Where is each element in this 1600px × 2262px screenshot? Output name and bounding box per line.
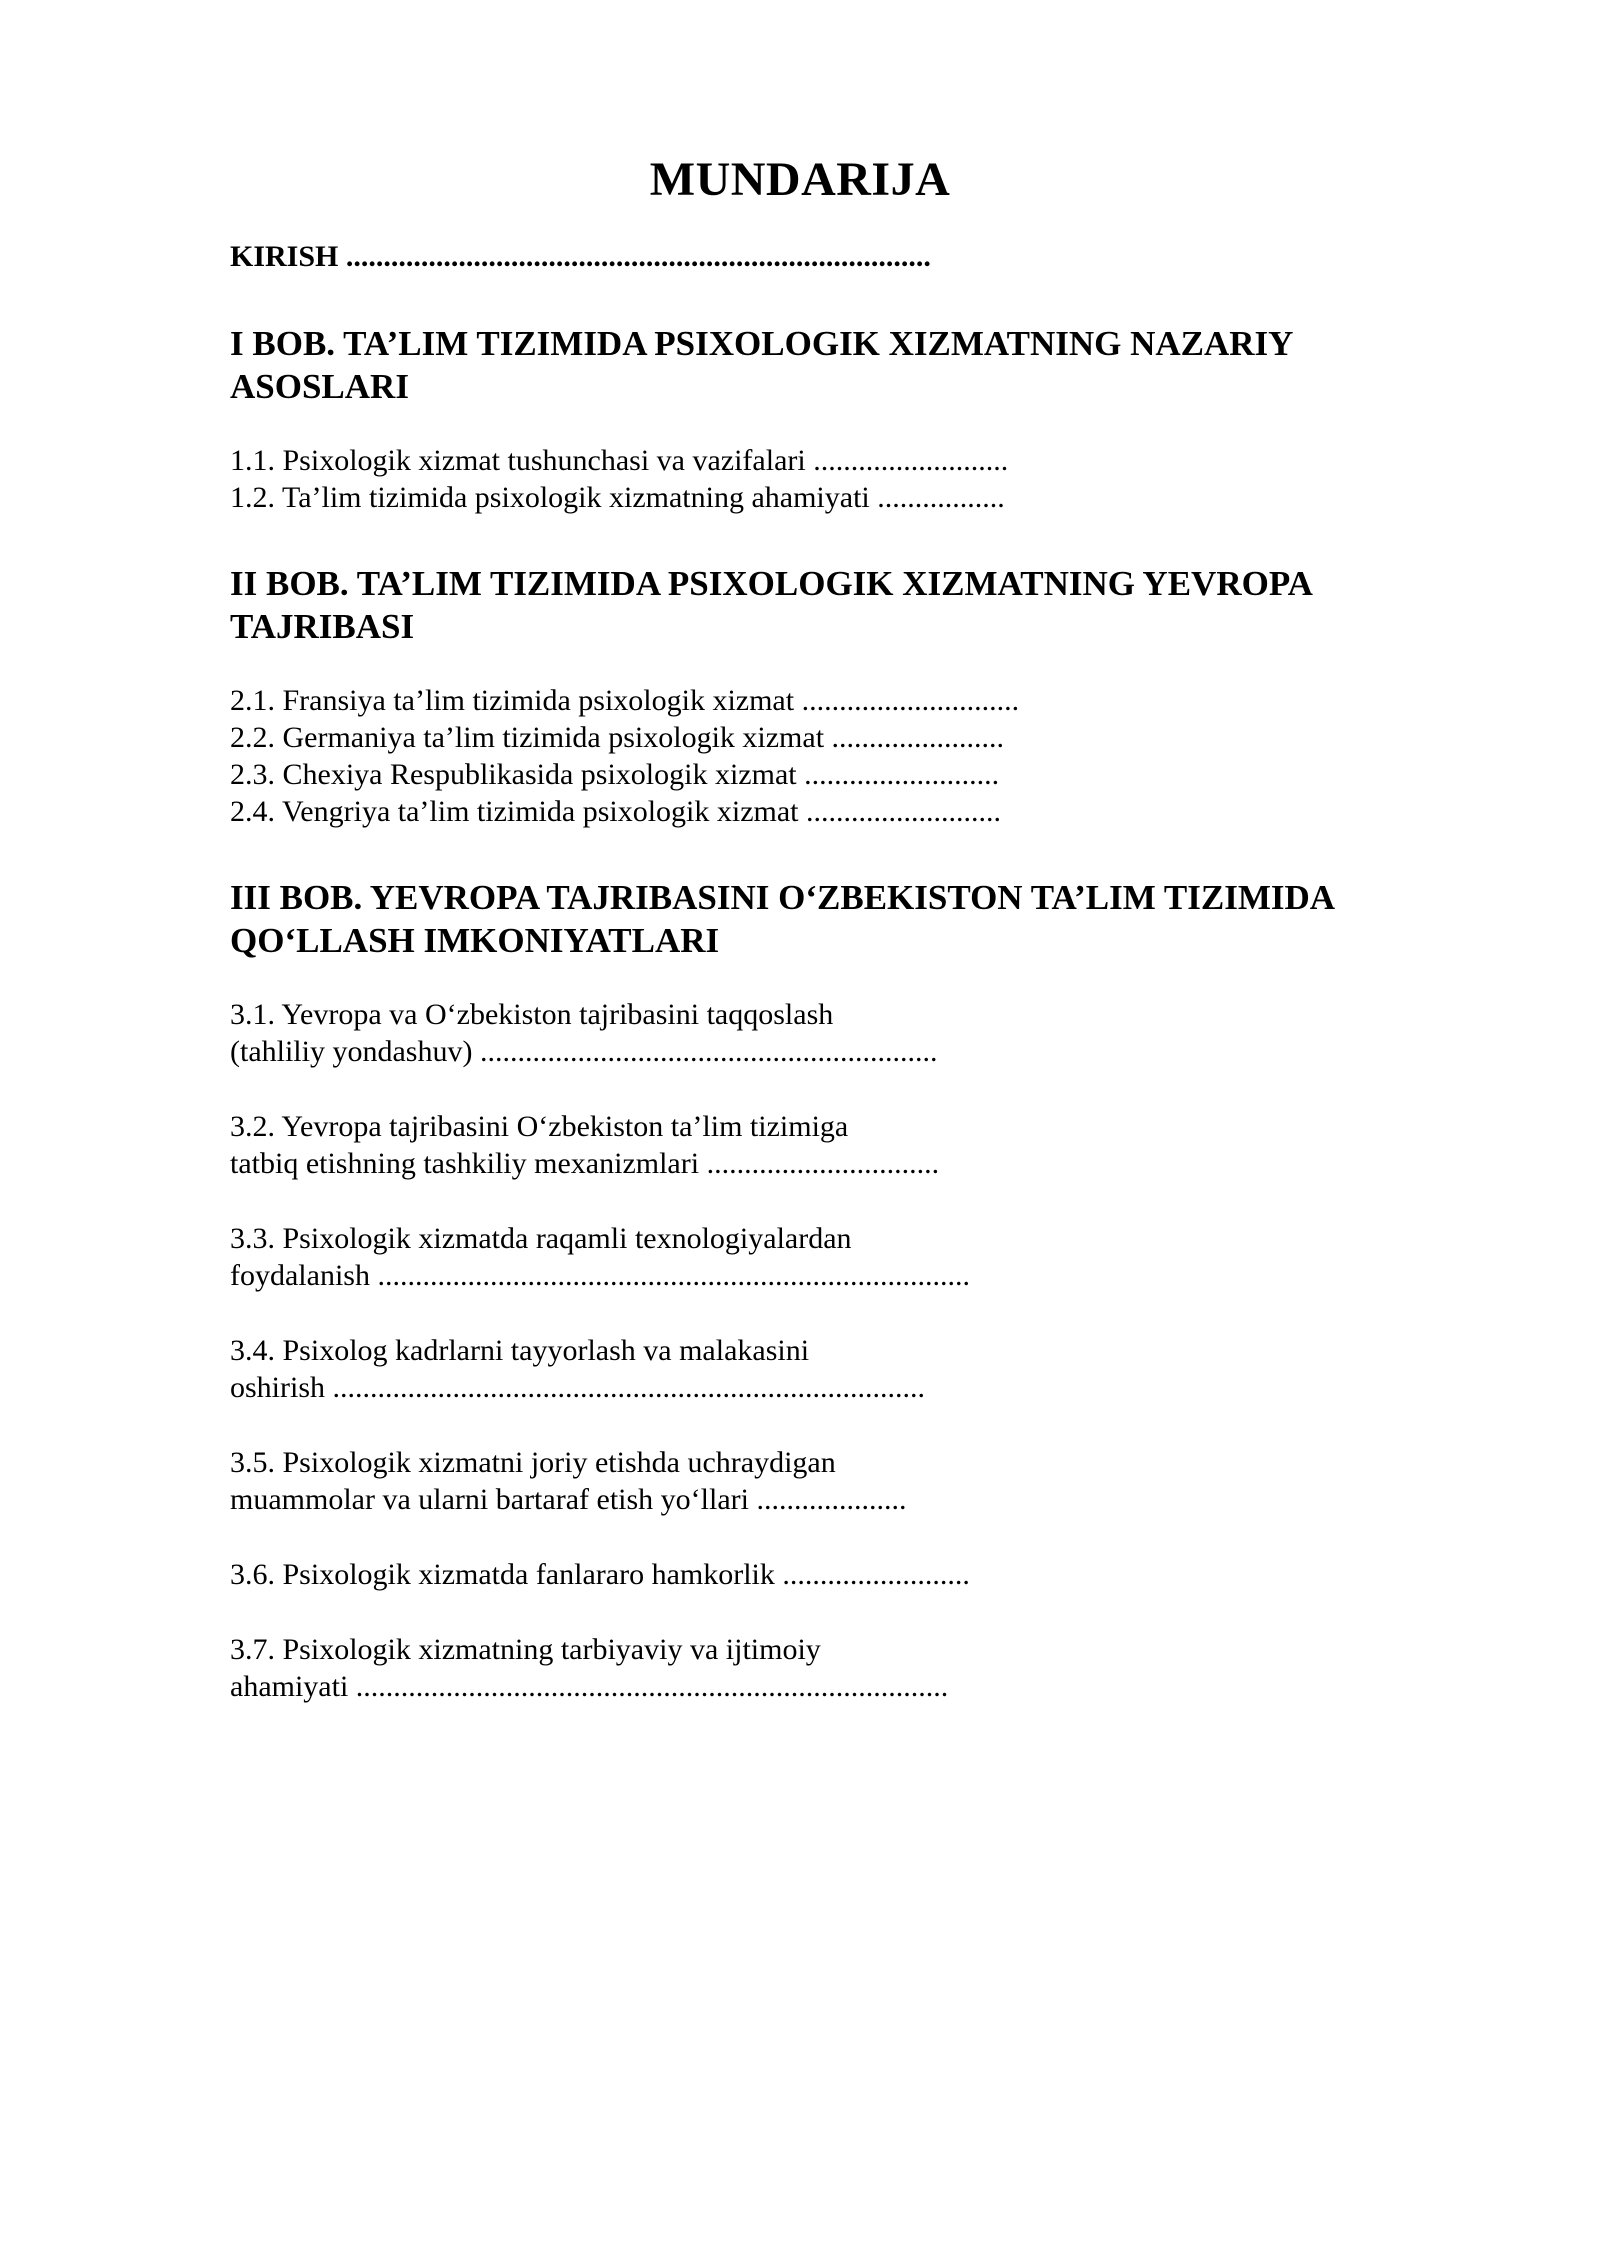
toc-entry-2-1: 2.1. Fransiya ta’lim tizimida psixologik xizmat ............................. [230,684,1020,717]
toc-entry-2-4: 2.4. Vengriya ta’lim tizimida psixologik xizmat .......................... [230,795,1002,828]
toc-entry-2-2: 2.2. Germaniya ta’lim tizimida psixologik xizmat ....................... [230,721,1005,754]
chapter-3-entries [230,996,1430,1705]
chapter-2-entries [230,682,1430,830]
toc-entry-line: muammolar va ularni bartaraf etish yo‘llari .................... [230,1483,907,1516]
toc-entry-1-1: 1.1. Psixologik xizmat tushunchasi va vazifalari .......................... [230,444,1009,477]
toc-entry-line: tatbiq etishning tashkiliy mexanizmlari ............................... [230,1147,940,1180]
toc-entry-3-6 [230,1556,1430,1593]
toc-entry-3-5 [230,1444,1430,1518]
toc-entry-3-3 [230,1220,1430,1294]
table-of-contents [230,238,1430,1705]
toc-entry-2-3: 2.3. Chexiya Respublikasida psixologik xizmat .......................... [230,758,1000,791]
chapter-heading-3: III BOB. YEVROPA TAJRIBASINI O‘ZBEKISTON TA’LIM TIZIMIDA QO‘LLASH IMKONIYATLARI [230,878,1334,960]
chapter-heading-1: I BOB. TA’LIM TIZIMIDA PSIXOLOGIK XIZMATNING NAZARIY ASOSLARI [230,324,1293,406]
toc-entry-line: 3.7. Psixologik xizmatning tarbiyaviy va ijtimoiy [230,1633,821,1666]
toc-entry-line: 3.6. Psixologik xizmatda fanlararo hamkorlik ......................... [230,1558,970,1591]
toc-entry-3-7 [230,1631,1430,1705]
page-title: MUNDARIJA [649,153,951,206]
toc-entry-line: 3.1. Yevropa va O‘zbekiston tajribasini taqqoslash [230,998,834,1031]
toc-entry-line: 3.4. Psixolog kadrlarni tayyorlash va malakasini [230,1334,810,1367]
chapter-1-entries [230,442,1430,516]
toc-entry-line: (tahliliy yondashuv) ............................................................. [230,1035,938,1068]
toc-entry-3-4 [230,1332,1430,1406]
toc-entry-line: foydalanish ............................................................................... [230,1259,970,1292]
toc-entry-line: ahamiyati ............................................................................... [230,1670,949,1703]
toc-entry-kirish: KIRISH .............................................................................. [230,240,931,273]
toc-entry-line: 3.3. Psixologik xizmatda raqamli texnologiyalardan [230,1222,852,1255]
toc-entry-1-2: 1.2. Ta’lim tizimida psixologik xizmatning ahamiyati ................. [230,481,1005,514]
chapter-heading-2: II BOB. TA’LIM TIZIMIDA PSIXOLOGIK XIZMATNING YEVROPA TAJRIBASI [230,564,1311,646]
toc-entry-3-2 [230,1108,1430,1182]
toc-entry-line: 3.2. Yevropa tajribasini O‘zbekiston ta’lim tizimiga [230,1110,849,1143]
toc-entry-line: oshirish ............................................................................... [230,1371,926,1404]
toc-entry-line: 3.5. Psixologik xizmatni joriy etishda uchraydigan [230,1446,836,1479]
toc-entry-3-1 [230,996,1430,1070]
